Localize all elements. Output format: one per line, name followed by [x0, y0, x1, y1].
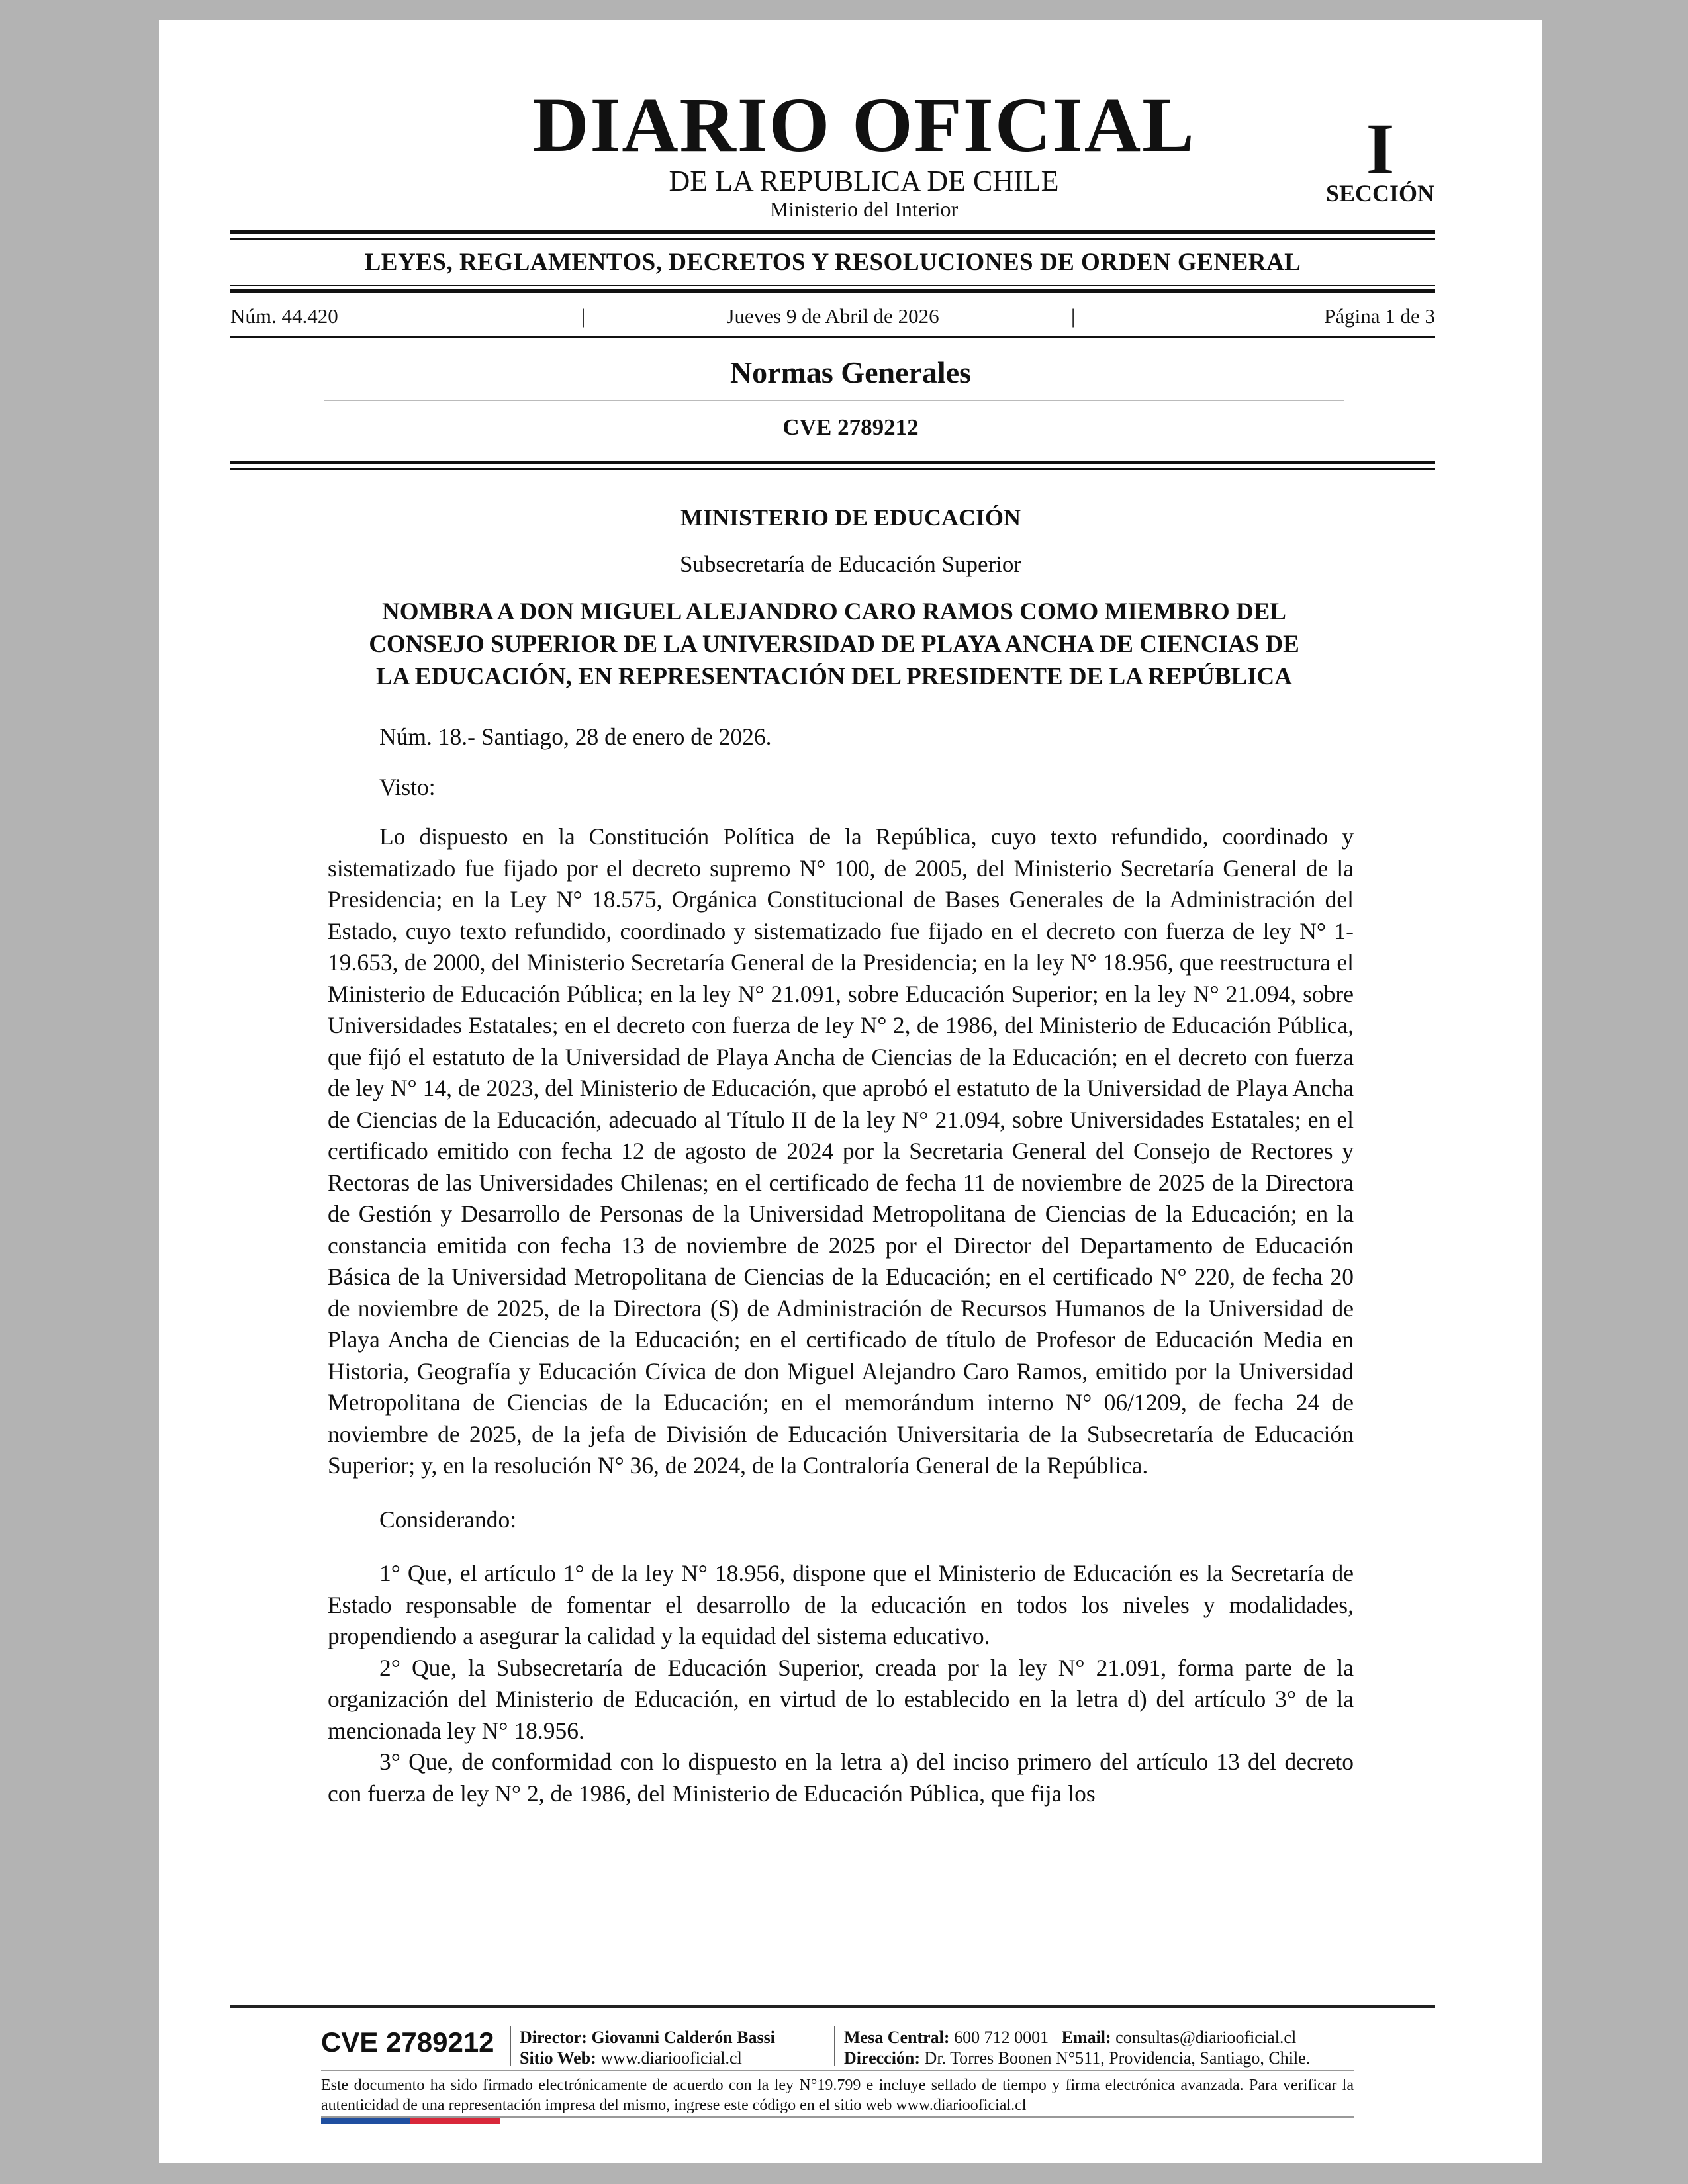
- header-rule-bottom: [230, 461, 1435, 464]
- banner-rule-bottom: [230, 289, 1435, 293]
- website-label: Sitio Web:: [520, 2048, 596, 2068]
- decree-title-line: CONSEJO SUPERIOR DE LA UNIVERSIDAD DE PLAYA ANCHA DE CIENCIAS DE: [369, 631, 1299, 658]
- considerando-paragraph: 1° Que, el artículo 1° de la ley N° 18.956, dispone que el Ministerio de Educación es la Secretaría de Estado responsable de fomentar el desarrollo de la educación en todos los niveles y modalidades, propendiendo a asegurar la calidad y la equidad del sistema educativo.: [328, 1560, 1354, 1649]
- footer-divider: [321, 2070, 1354, 2071]
- footer-separator: [510, 2026, 511, 2066]
- section-heading: Normas Generales: [729, 355, 972, 389]
- masthead-ministry: Ministerio del Interior: [769, 197, 959, 221]
- banner-rule-thin: [230, 285, 1435, 286]
- issue-row-rule: [230, 336, 1435, 338]
- director-name: Giovanni Calderón Bassi: [591, 2028, 775, 2047]
- email-link[interactable]: consultas@diariooficial.cl: [1115, 2028, 1297, 2047]
- visto-label: Visto:: [379, 773, 436, 800]
- footer-director-block: [520, 2027, 775, 2068]
- header-rule-bottom-thin: [230, 468, 1435, 470]
- page-indicator: Página 1 de 3: [1324, 304, 1435, 328]
- director-label: Director:: [520, 2028, 588, 2047]
- dateline: Núm. 18.- Santiago, 28 de enero de 2026.: [379, 723, 772, 750]
- document-page: [159, 20, 1542, 2163]
- subsecretary-heading: Subsecretaría de Educación Superior: [679, 551, 1022, 577]
- mesa-label: Mesa Central:: [844, 2028, 950, 2047]
- decree-title-line: NOMBRA A DON MIGUEL ALEJANDRO CARO RAMOS COMO MIEMBRO DEL: [382, 598, 1286, 625]
- issue-separator: |: [1071, 304, 1076, 328]
- cve-heading: CVE 2789212: [782, 414, 919, 440]
- footer-rule: [230, 2005, 1435, 2008]
- address-text: Dr. Torres Boonen N°511, Providencia, Santiago, Chile.: [924, 2048, 1311, 2068]
- flag-stripe-red: [410, 2118, 500, 2124]
- mesa-phone: 600 712 0001: [954, 2028, 1049, 2047]
- considerando-paragraph: 2° Que, la Subsecretaría de Educación Superior, creada por la ley N° 21.091, forma parte de la organización del Ministerio de Educación, en virtud de lo establecido en la letra d) del artículo 3° de la mencionada ley N° 18.956.: [328, 1654, 1354, 1744]
- section-label: SECCIÓN: [1325, 180, 1435, 206]
- ministry-heading: MINISTERIO DE EDUCACIÓN: [680, 504, 1021, 531]
- visto-paragraph: Lo dispuesto en la Constitución Política de la República, cuyo texto refundido, coordinado y sistematizado fue fijado por el decreto supremo N° 100, de 2005, del Ministerio Secretaría General de la Presidencia; en la Ley N° 18.575, Orgánica Constitucional de Bases Generales de la Administración del Estado, cuyo texto refundido, coordinado y sistematizado fue fijado en el decreto con fuerza de ley N° 1-19.653, de 2000, del Ministerio Secretaría General de la Presidencia; en la ley N° 18.956, que reestructura el Ministerio de Educación Pública; en la ley N° 21.091, sobre Educación Superior; en la ley N° 21.094, sobre Universidades Estatales; en el decreto con fuerza de ley N° 2, de 1986, del Ministerio de Educación Pública, que fijó el estatuto de la Universidad de Playa Ancha de Ciencias de la Educación; en el decreto con fuerza de ley N° 14, de 2023, del Ministerio de Educación, que aprobó el estatuto de la Universidad de Playa Ancha de Ciencias de la Educación, adecuado al Título II de la ley N° 21.094, sobre Universidades Estatales; en el certificado emitido con fecha 12 de agosto de 2024 por la Secretaria General del Consejo de Rectores y Rectoras de las Universidades Chilenas; en el certificado de fecha 11 de noviembre de 2025 de la Directora de Gestión y Desarrollo de Personas de la Universidad Metropolitana de Ciencias de la Educación; en la constancia emitida con fecha 13 de noviembre de 2025 por el Director del Departamento de Educación Básica de la Universidad Metropolitana de Ciencias de la Educación; en el certificado N° 220, de fecha 20 de noviembre de 2025, de la Directora (S) de Administración de Recursos Humanos de la Universidad de Playa Ancha de Ciencias de la Educación; en el certificado de título de Profesor de Educación Media en Historia, Geografía y Educación Cívica de don Miguel Alejandro Caro Ramos, emitido por la Universidad Metropolitana de Ciencias de la Educación; en el memorándum interno N° 06/1209, de fecha 24 de noviembre de 2025, de la jefa de División de Educación Universitaria de la Subsecretaría de Educación Superior; y, en la resolución N° 36, de 2024, de la Contraloría General de la República.: [328, 823, 1354, 1479]
- considerando-label: Considerando:: [379, 1506, 517, 1533]
- section-heading-divider: [324, 400, 1344, 401]
- decree-title: [324, 596, 1344, 693]
- masthead-subtitle: DE LA REPUBLICA DE CHILE: [669, 165, 1059, 197]
- masthead-title: DIARIO OFICIAL: [532, 81, 1196, 168]
- issue-date: Jueves 9 de Abril de 2026: [726, 304, 939, 328]
- decree-body: [328, 721, 1354, 1809]
- signature-notice: Este documento ha sido firmado electrónicamente de acuerdo con la ley N°19.799 e incluye sellado de tiempo y firma electrónica avanzada. Para verificar la autenticidad de una representación impresa del mismo, ingrese este código en el sitio web www.diariooficial.cl: [321, 2077, 1354, 2114]
- masthead-rule-top-thin: [230, 238, 1435, 240]
- website-link[interactable]: www.diariooficial.cl: [600, 2048, 742, 2068]
- masthead-rule-top: [230, 230, 1435, 234]
- decree-title-line: LA EDUCACIÓN, EN REPRESENTACIÓN DEL PRESIDENTE DE LA REPÚBLICA: [376, 663, 1292, 690]
- email-label: Email:: [1061, 2028, 1111, 2047]
- footer-cve-code: CVE 2789212: [321, 2026, 494, 2058]
- section-banner: LEYES, REGLAMENTOS, DECRETOS Y RESOLUCIONES DE ORDEN GENERAL: [364, 249, 1301, 276]
- issue-number: Núm. 44.420: [230, 304, 338, 328]
- issue-info-row: [230, 303, 1435, 330]
- issue-separator: |: [581, 304, 586, 328]
- footer-separator: [834, 2026, 835, 2066]
- address-label: Dirección:: [844, 2048, 921, 2068]
- considerando-paragraph: 3° Que, de conformidad con lo dispuesto en la letra a) del inciso primero del artículo 13 del decreto con fuerza de ley N° 2, de 1986, del Ministerio de Educación Pública, que fija los: [328, 1749, 1354, 1807]
- flag-stripe-blue: [321, 2118, 410, 2124]
- section-number: I: [1366, 109, 1395, 189]
- footer-contact-block: [844, 2027, 1310, 2068]
